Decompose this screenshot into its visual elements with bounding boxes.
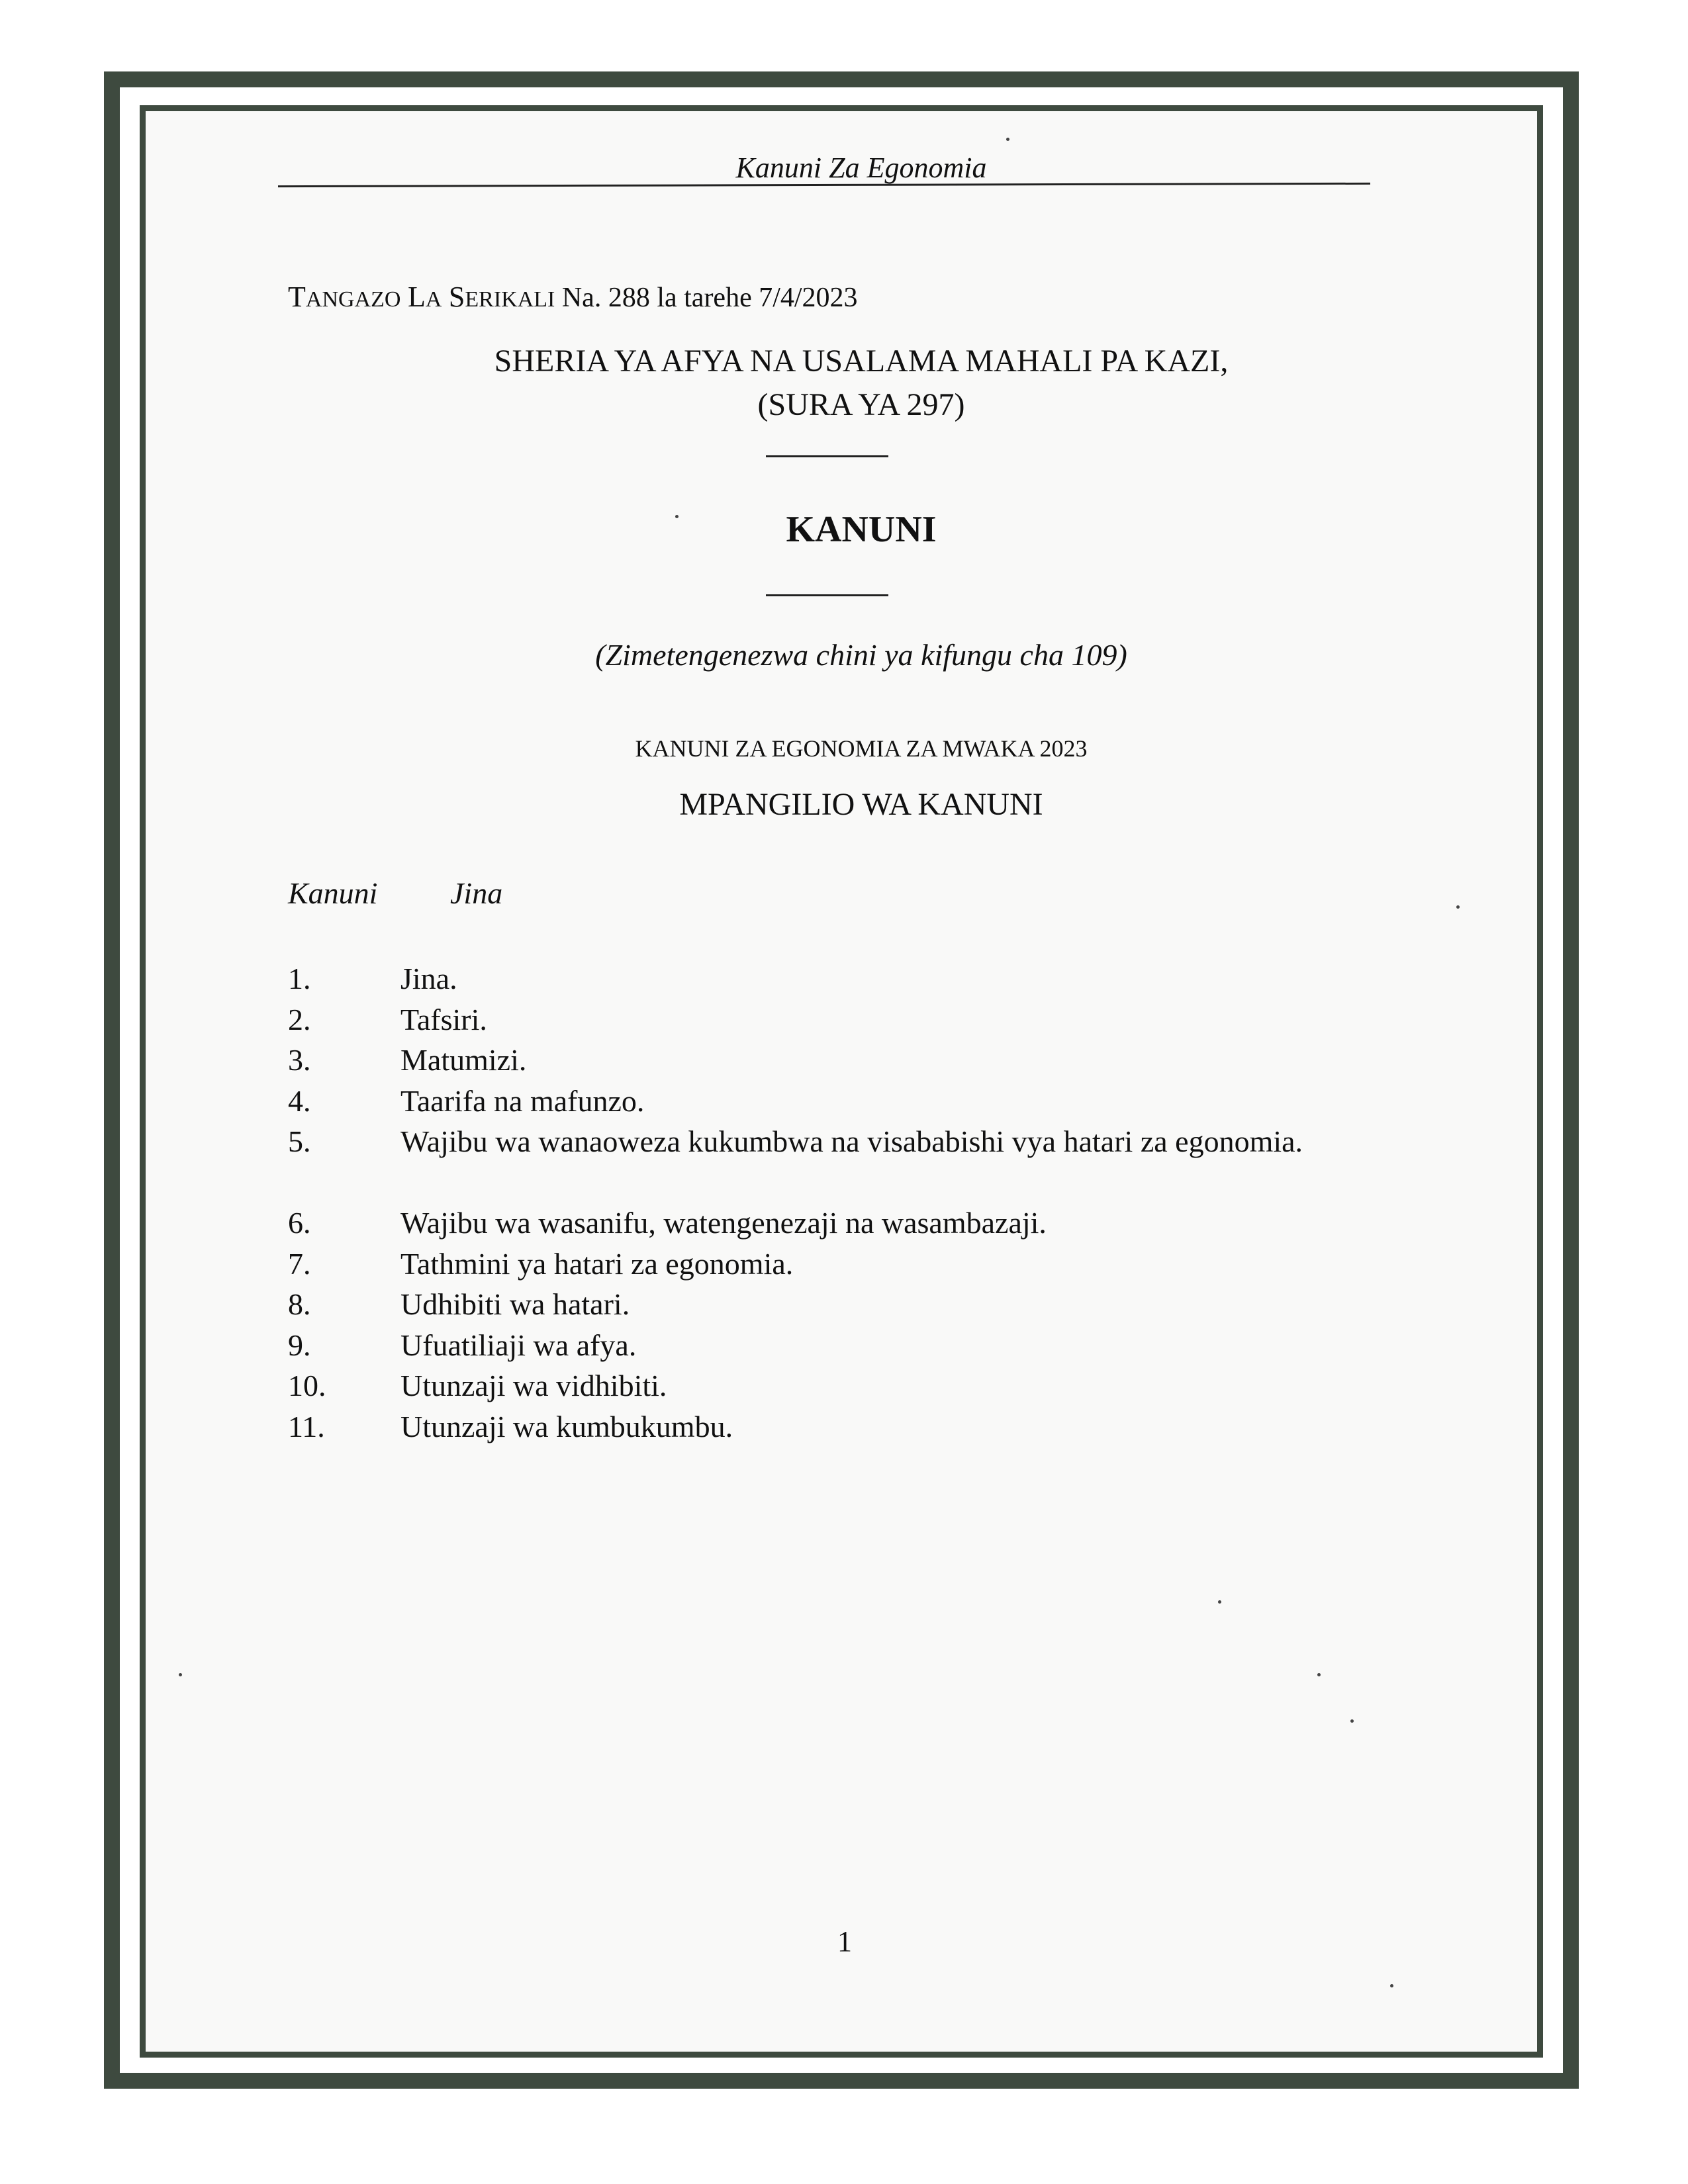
toc-item-title: Utunzaji wa vidhibiti. — [400, 1369, 667, 1402]
toc-item-number: 4. — [288, 1083, 311, 1118]
toc-item-number: 2. — [288, 1002, 311, 1036]
scan-speck — [1390, 1984, 1393, 1987]
toc-item-number: 3. — [288, 1043, 311, 1077]
gazette-word3-rest: ERIKALI — [465, 287, 555, 312]
toc-item-number: 1. — [288, 962, 311, 995]
toc-item-title: Utunzaji wa kumbukumbu. — [400, 1409, 733, 1443]
heading-rule-bottom — [766, 594, 888, 596]
toc-item — [288, 1284, 1377, 1325]
regulations-title: KANUNI ZA EGONOMIA ZA MWAKA 2023 — [635, 735, 1088, 762]
toc-item — [288, 1121, 1377, 1203]
toc-item — [288, 1203, 1377, 1244]
running-head: Kanuni Za Egonomia — [735, 152, 987, 184]
toc-item-title: Wajibu wa wanaoweza kukumbwa na visababishi vya hatari za egonomia. — [400, 1124, 1303, 1158]
gazette-notice — [288, 280, 858, 314]
toc-item-title: Tathmini ya hatari za egonomia. — [400, 1246, 794, 1281]
gazette-word3-cap: S — [448, 281, 465, 313]
table-of-contents — [288, 958, 1377, 1447]
scan-speck — [1218, 1600, 1221, 1604]
made-under-note: (Zimetengenezwa chini ya kifungu cha 109) — [595, 638, 1127, 672]
scan-speck — [1456, 905, 1460, 909]
toc-item-title: Matumizi. — [400, 1043, 527, 1077]
toc-item — [288, 1244, 1377, 1285]
toc-item-number: 6. — [288, 1206, 311, 1240]
act-title — [146, 340, 1537, 427]
toc-item — [288, 1081, 1377, 1122]
gazette-word1-cap: T — [288, 281, 306, 313]
scan-speck — [1006, 138, 1009, 141]
scan-speck — [1350, 1719, 1354, 1723]
toc-item-title: Ufuatiliaji wa afya. — [400, 1328, 637, 1362]
toc-item-title: Udhibiti wa hatari. — [400, 1287, 630, 1321]
gazette-word2-cap: L — [407, 281, 426, 313]
toc-item-number: 8. — [288, 1287, 311, 1321]
gazette-word1-rest: ANGAZO — [305, 287, 401, 312]
toc-item-title: Jina. — [400, 962, 457, 995]
act-title-line1: SHERIA YA AFYA NA USALAMA MAHALI PA KAZI, — [494, 343, 1229, 379]
page-number: 1 — [837, 1925, 852, 1958]
toc-item-number: 9. — [288, 1328, 311, 1362]
toc-item-title: Taarifa na mafunzo. — [400, 1083, 645, 1118]
toc-item-title: Wajibu wa wasanifu, watengenezaji na wasambazaji. — [400, 1206, 1047, 1240]
document-page — [140, 105, 1543, 2058]
scan-speck — [675, 515, 679, 518]
toc-item — [288, 958, 1377, 999]
heading-kanuni: KANUNI — [786, 509, 937, 550]
toc-item — [288, 1365, 1377, 1406]
toc-item — [288, 1406, 1377, 1447]
toc-item — [288, 999, 1377, 1040]
gazette-number: Na. 288 la tarehe 7/4/2023 — [561, 283, 858, 313]
scan-speck — [179, 1673, 182, 1676]
toc-item-number: 10. — [288, 1369, 326, 1402]
act-title-line2: (SURA YA 297) — [757, 387, 965, 422]
toc-item — [288, 1040, 1377, 1081]
gazette-word2-rest: A — [425, 287, 442, 312]
scan-speck — [1317, 1673, 1321, 1676]
column-header-title: Jina — [450, 876, 503, 910]
column-header-regulation: Kanuni — [288, 876, 378, 910]
arrangement-title: MPANGILIO WA KANUNI — [679, 787, 1043, 822]
toc-item-number: 7. — [288, 1246, 311, 1281]
toc-item-number: 11. — [288, 1409, 325, 1443]
toc-item-title: Tafsiri. — [400, 1002, 487, 1036]
toc-item-number: 5. — [288, 1124, 311, 1158]
toc-item — [288, 1325, 1377, 1366]
heading-rule-top — [766, 455, 888, 457]
